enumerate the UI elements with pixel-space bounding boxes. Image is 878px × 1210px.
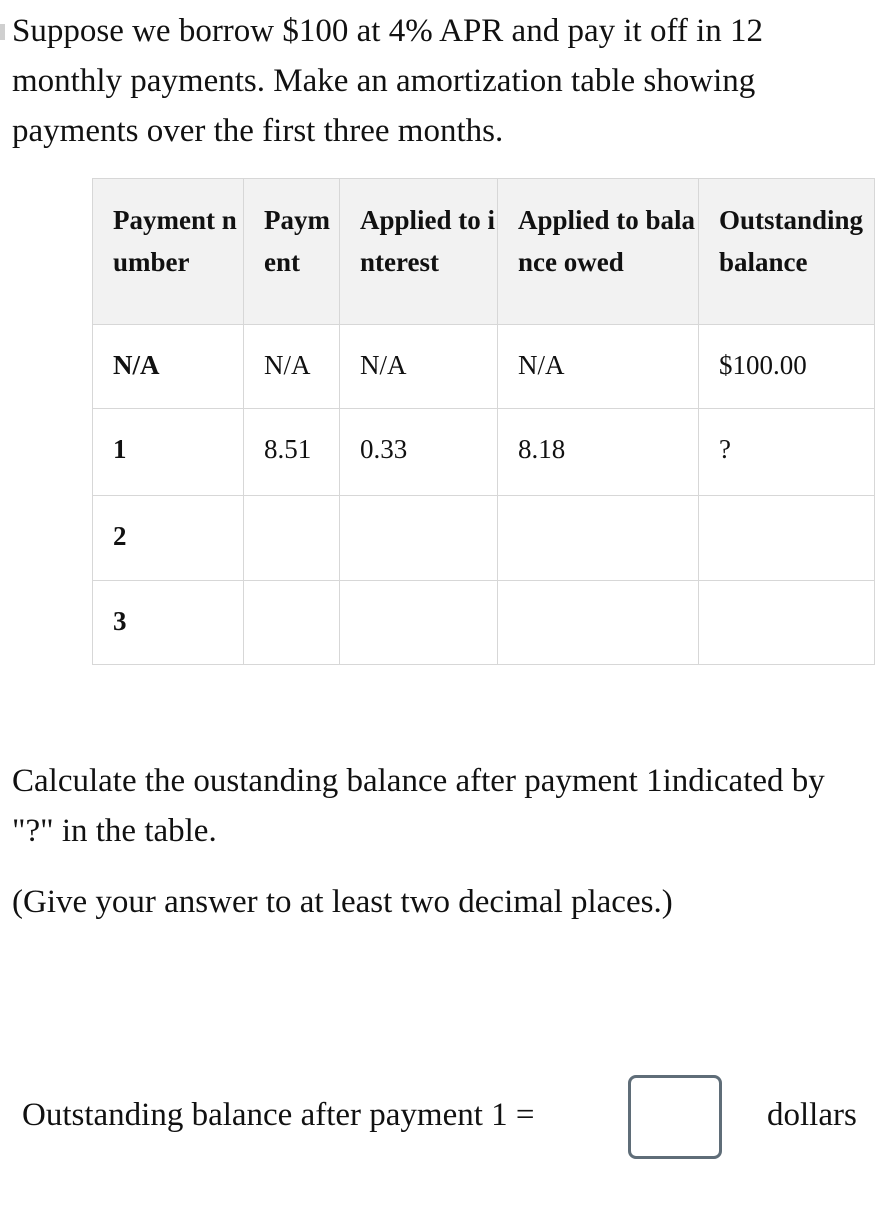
cell-payment [244, 581, 340, 665]
prompt-text: Calculate the oustanding balance after payment 1indicated by "?" in the table. [12, 763, 825, 849]
answer-row [22, 1072, 872, 1162]
cell-interest: 0.33 [340, 409, 498, 496]
cell-payment-number: N/A [93, 325, 244, 409]
header-applied-to-balance: Applied to balance owed [498, 179, 699, 325]
cell-payment-number: 3 [93, 581, 244, 665]
header-payment-number: Payment number [93, 179, 244, 325]
cell-payment [244, 496, 340, 581]
header-outstanding-balance: Outstanding balance [699, 179, 875, 325]
cell-balance-applied: N/A [498, 325, 699, 409]
cell-payment-number: 1 [93, 409, 244, 496]
instruction-text: (Give your answer to at least two decimal places.) [12, 884, 673, 920]
cell-outstanding [699, 581, 875, 665]
left-edge-marker [0, 24, 5, 40]
header-applied-to-interest: Applied to interest [340, 179, 498, 325]
table-row [93, 325, 875, 409]
cell-balance-applied [498, 581, 699, 665]
table-row [93, 409, 875, 496]
question-text: Suppose we borrow $100 at 4% APR and pay it off in 12 monthly payments. Make an amortization table showing payments over the first three months. [12, 13, 763, 149]
answer-unit: dollars [767, 1097, 857, 1133]
cell-interest [340, 496, 498, 581]
cell-outstanding: ? [699, 409, 875, 496]
cell-balance-applied [498, 496, 699, 581]
answer-label: Outstanding balance after payment 1 = [22, 1097, 535, 1133]
cell-payment-number: 2 [93, 496, 244, 581]
cell-outstanding: $100.00 [699, 325, 875, 409]
cell-payment: 8.51 [244, 409, 340, 496]
header-payment: Payment [244, 179, 340, 325]
table-row [93, 581, 875, 665]
table-header-row [93, 179, 875, 325]
cell-outstanding [699, 496, 875, 581]
amortization-table [92, 178, 875, 665]
table-row [93, 496, 875, 581]
cell-interest [340, 581, 498, 665]
cell-interest: N/A [340, 325, 498, 409]
cell-balance-applied: 8.18 [498, 409, 699, 496]
cell-payment: N/A [244, 325, 340, 409]
answer-input[interactable] [628, 1075, 722, 1159]
